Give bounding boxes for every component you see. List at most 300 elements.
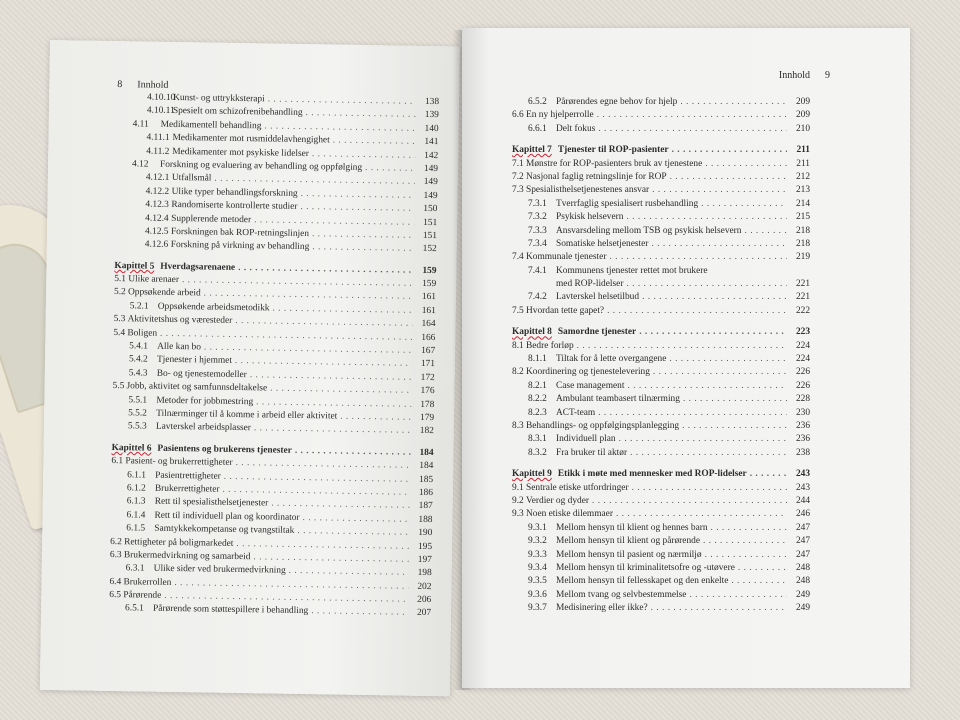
toc-leader-dots — [598, 407, 787, 420]
toc-entry-number: 8.3.1 — [528, 434, 547, 445]
toc-entry-number: 8.2.2 — [528, 394, 547, 405]
toc-entry-page: 152 — [422, 244, 437, 255]
toc-entry-page: 151 — [423, 217, 438, 228]
toc-entry-number: 4.11 — [132, 119, 149, 130]
toc-entry-title: Spesielt om schizofrenibehandling — [172, 106, 303, 119]
toc-entry-page: 182 — [419, 426, 434, 437]
toc-entry-number: 9.2 — [512, 495, 524, 506]
toc-entry-row — [512, 123, 810, 136]
toc-leader-dots — [630, 447, 787, 460]
toc-entry-page: 142 — [424, 150, 439, 161]
toc-entry-row — [512, 251, 810, 264]
toc-entry-title: Tiltak for å lette overgangene — [556, 354, 667, 365]
toc-entry-title: ACT-team — [556, 407, 596, 418]
toc-entry-page: 141 — [424, 137, 439, 148]
toc-entry-number: 7.2 — [512, 171, 524, 182]
toc-entry-number: 5.4.1 — [129, 341, 149, 352]
toc-entry-number: 4.12.5 — [144, 226, 169, 237]
toc-leader-dots — [705, 549, 787, 562]
toc-leader-dots — [619, 433, 787, 446]
toc-leader-dots — [731, 575, 787, 588]
toc-entry-number: 4.12.2 — [145, 186, 170, 197]
toc-entry-number: 5.5.3 — [127, 421, 147, 432]
toc-entry-number: 9.3.7 — [528, 603, 547, 614]
toc-leader-dots — [683, 393, 787, 406]
right-page-header — [779, 70, 830, 81]
toc-entry-title: Lavterskel helsetilbud — [556, 292, 640, 303]
toc-entry-title: Randomiserte kontrollerte studier — [171, 200, 298, 213]
toc-entry-title: Pårørende som støttespillere i behandling — [152, 604, 309, 617]
toc-entry-page: 247 — [795, 522, 810, 533]
toc-entry-page: 150 — [423, 204, 438, 215]
toc-entry-page: 218 — [795, 225, 810, 236]
toc-entry-title: Rettigheter på boligmarkedet — [124, 536, 234, 549]
toc-entry-number: 6.4 — [109, 576, 122, 587]
toc-entry-title: Case management — [556, 380, 625, 391]
toc-entry-page: 213 — [795, 185, 810, 196]
toc-entry-page: 198 — [417, 568, 432, 579]
toc-entry-title: Rett til spesialisthelsetjenester — [154, 497, 269, 509]
toc-entry-page: 184 — [419, 461, 434, 472]
toc-leader-dots — [616, 508, 787, 521]
toc-chapter-row — [512, 468, 810, 481]
toc-entry-title: Medisinering eller ikke? — [556, 603, 648, 614]
toc-entry-number: 8.3.2 — [528, 447, 547, 458]
toc-entry-page: 179 — [419, 412, 435, 424]
toc-entry-title: Pårørende — [123, 590, 162, 601]
toc-entry-title: Bo- og tjenestemodeller — [156, 368, 247, 380]
right-header-section: Innhold — [778, 70, 810, 81]
toc-entry-page: 212 — [795, 171, 810, 182]
toc-entry-page: 186 — [418, 487, 434, 499]
toc-entry-number: 4.10.11 — [146, 105, 175, 117]
toc-entry-title: Brukermedvirkning og samarbeid — [123, 550, 251, 563]
toc-entry-page: 244 — [795, 495, 810, 506]
toc-leader-dots — [653, 366, 787, 379]
toc-entry-page: 226 — [795, 380, 810, 391]
toc-entry-number: 5.2.1 — [129, 301, 149, 312]
toc-leader-dots — [738, 562, 787, 575]
toc-entry-page: 215 — [795, 212, 810, 223]
toc-entry-title: Ansvarsdeling mellom TSB og psykisk helsevern — [556, 225, 742, 236]
toc-entry-row — [512, 109, 810, 122]
toc-entry-number: 7.3.1 — [528, 198, 547, 209]
toc-chapter-row — [512, 144, 810, 157]
toc-entry-row — [512, 535, 810, 548]
toc-entry-title: Aktivitetshus og væresteder — [127, 314, 233, 327]
toc-entry-title: Mønstre for ROP-pasienters bruk av tjenestene — [526, 158, 703, 169]
toc-leader-dots — [632, 482, 787, 495]
toc-entry-page: 246 — [795, 509, 810, 520]
toc-entry-number: 9.3.5 — [528, 576, 547, 587]
toc-entry-row — [512, 482, 810, 495]
toc-entry-title: Metoder for jobbmestring — [156, 395, 254, 407]
toc-entry-number: 4.12.1 — [145, 172, 170, 184]
toc-entry-row — [512, 184, 810, 197]
toc-leader-dots — [340, 411, 411, 426]
toc-entry-number: 6.5.1 — [124, 603, 144, 614]
toc-entry-title: Ambulant teambasert tilnærming — [556, 394, 680, 405]
toc-entry-title: Rett til individuell plan og koordinator — [154, 510, 300, 523]
toc-entry-row — [512, 562, 810, 575]
toc-entry-number: 9.3.1 — [528, 522, 547, 533]
toc-entry-number: 9.3.3 — [528, 549, 547, 560]
toc-entry-number: 7.5 — [512, 305, 524, 316]
toc-leader-dots — [672, 144, 787, 157]
toc-entry-number: 6.1.5 — [126, 523, 146, 534]
toc-entry-page: 149 — [423, 190, 438, 201]
toc-entry-title: Jobb, aktivitet og samfunnsdeltakelse — [126, 381, 268, 394]
toc-entry-page: 140 — [424, 123, 439, 134]
toc-entry-page: 243 — [795, 469, 810, 480]
toc-entry-number: 6.1.2 — [126, 483, 146, 494]
toc-entry-number: 7.3.2 — [528, 212, 547, 223]
left-page — [40, 40, 460, 696]
toc-leader-dots — [642, 291, 787, 304]
toc-leader-dots — [689, 589, 787, 602]
left-page-header — [117, 79, 168, 91]
toc-entry-page: 149 — [423, 163, 439, 175]
toc-entry-title: Etikk i møte med mennesker med ROP-lidelser — [557, 469, 747, 480]
toc-entry-row — [512, 340, 810, 353]
toc-entry-row — [512, 433, 810, 446]
toc-entry-number: 9.1 — [512, 482, 524, 493]
toc-entry-page: 248 — [795, 562, 810, 573]
toc-entry-page: 190 — [418, 527, 433, 539]
toc-entry-row — [512, 198, 810, 211]
toc-entry-row — [512, 171, 810, 184]
toc-entry-number: 9.3.4 — [528, 562, 547, 573]
toc-entry-page: 221 — [795, 292, 810, 303]
toc-entry-title: Hvordan tette gapet? — [526, 305, 605, 316]
toc-entry-number: 7.4.2 — [528, 292, 547, 303]
toc-entry-row — [512, 225, 810, 238]
toc-entry-page: 249 — [795, 589, 810, 600]
toc-entry-row — [512, 447, 810, 460]
toc-entry-title: Alle kan bo — [157, 341, 202, 353]
toc-leader-dots — [701, 198, 787, 211]
toc-entry-row — [512, 291, 810, 304]
toc-entry-number: 4.12.3 — [145, 199, 169, 211]
toc-entry-title: Fra bruker til aktør — [556, 447, 628, 458]
toc-entry-page: 184 — [419, 447, 434, 458]
toc-entry-page: 172 — [420, 372, 435, 383]
toc-entry-row — [512, 602, 810, 615]
toc-entry-title: Tilnærminger til å komme i arbeid eller aktivitet — [156, 408, 338, 422]
toc-entry-page: 236 — [795, 434, 810, 445]
toc-entry-title: Oppsøkende arbeidsmetodikk — [157, 301, 270, 314]
toc-leader-dots — [626, 278, 787, 291]
toc-entry-title: Ulike sider ved brukermedvirkning — [153, 563, 286, 577]
toc-entry-number: 7.3.4 — [528, 238, 547, 249]
toc-entry-row — [512, 495, 810, 508]
toc-entry-number: 7.3 — [512, 185, 524, 196]
toc-entry-title: Kommunale tjenester — [526, 252, 607, 263]
toc-entry-title: Kunst- og uttrykksterapi — [173, 92, 265, 105]
toc-entry-page: 224 — [795, 354, 810, 365]
toc-leader-dots — [652, 184, 787, 197]
toc-entry-title: Ulike typer behandlingsforskning — [171, 186, 298, 199]
toc-entry-title: Ulike arenaer — [128, 274, 180, 286]
toc-entry-page: 224 — [795, 340, 810, 351]
toc-entry-page: 248 — [795, 576, 810, 587]
toc-leader-dots — [577, 340, 787, 353]
toc-entry-title: med ROP-lidelser — [556, 279, 624, 290]
toc-entry-number: Kapittel 8 — [512, 327, 552, 338]
toc-leader-dots — [670, 171, 787, 184]
toc-entry-title: Behandlings- og oppfølgingsplanlegging — [526, 420, 680, 431]
toc-entry-number: 4.11.2 — [146, 146, 170, 157]
toc-entry-number: 8.1 — [512, 340, 524, 351]
toc-entry-number: 6.5.2 — [528, 97, 547, 107]
toc-entry-title: Samordne tjenester — [557, 327, 637, 338]
toc-entry-title: Mellom hensyn til klient og pårørende — [556, 536, 700, 547]
toc-entry-number: 6.1 — [111, 456, 124, 467]
toc-entry-title: Verdier og dyder — [526, 495, 589, 506]
toc-entry-page: 139 — [424, 110, 439, 121]
toc-entry-row — [512, 305, 810, 318]
toc-entry-row — [512, 522, 810, 535]
toc-entry-page: 161 — [421, 292, 437, 303]
toc-entry-row — [512, 96, 810, 109]
toc-entry-number: 9.3.2 — [528, 536, 547, 547]
toc-entry-number: 4.12 — [131, 159, 149, 170]
toc-entry-number: 8.2.3 — [528, 407, 547, 418]
toc-entry-number: 4.11.1 — [146, 132, 170, 144]
toc-entry-number: 9.3 — [512, 509, 524, 520]
toc-entry-page: 159 — [422, 265, 437, 276]
toc-entry-page: 161 — [421, 305, 436, 316]
toc-leader-dots — [639, 326, 787, 339]
toc-entry-number: Kapittel 5 — [114, 260, 155, 272]
toc-leader-dots — [607, 305, 787, 318]
toc-leader-dots — [750, 468, 787, 481]
toc-entry-page: 211 — [796, 145, 810, 156]
toc-entry-number: 5.3 — [113, 314, 126, 325]
toc-entry-title: Pasient- og brukerrettigheter — [125, 456, 233, 469]
toc-chapter-row — [512, 326, 810, 339]
toc-entry-row — [512, 238, 810, 251]
toc-entry-number: 7.1 — [512, 158, 524, 169]
toc-entry-row — [512, 589, 810, 602]
toc-leader-dots — [680, 96, 787, 109]
toc-leader-dots — [597, 109, 787, 122]
toc-entry-row — [512, 508, 810, 521]
toc-leader-dots — [311, 606, 408, 621]
toc-entry-page: 207 — [416, 608, 432, 619]
toc-entry-page: 178 — [420, 399, 435, 410]
toc-leader-dots — [705, 158, 787, 171]
left-header-section: Innhold — [137, 79, 169, 91]
toc-entry-page: 247 — [795, 549, 810, 560]
toc-entry-number: 6.3 — [109, 549, 122, 561]
toc-entry-title: Forskning og evaluering av behandling og oppfølging — [159, 159, 363, 173]
toc-entry-title: En ny hjelperrolle — [526, 110, 594, 121]
toc-entry-page: 218 — [795, 238, 810, 249]
toc-entry-title: Samtykkekompetanse og tvangstiltak — [154, 523, 295, 537]
toc-entry-title: Pasientens og brukerens tjenester — [157, 443, 292, 456]
toc-entry-title: Mellom hensyn til klient og hennes barn — [556, 522, 708, 533]
toc-entry-number: 6.3.1 — [125, 563, 145, 574]
toc-entry-row — [512, 380, 810, 393]
toc-entry-page: 164 — [421, 319, 436, 330]
toc-entry-page: 166 — [421, 332, 436, 343]
toc-entry-page: 219 — [795, 252, 810, 263]
toc-entry-number: Kapittel 9 — [512, 469, 552, 480]
toc-entry-title: Hverdagsarenaene — [160, 261, 236, 273]
toc-entry-title: Spesialisthelsetjenestenes ansvar — [526, 185, 650, 196]
toc-entry-number: 5.5.2 — [128, 408, 147, 419]
toc-entry-title: Pårørendes egne behov for hjelp — [556, 97, 678, 107]
toc-entry-title: Mellom hensyn til kriminalitetsofre og -utøvere — [556, 562, 735, 573]
toc-entry-number: 4.12.4 — [145, 213, 169, 224]
toc-entry-page: 236 — [795, 420, 810, 431]
toc-leader-dots — [651, 602, 787, 615]
toc-leader-dots — [254, 423, 411, 439]
right-page-number: 9 — [825, 70, 830, 81]
toc-entry-page: 149 — [423, 177, 438, 188]
toc-entry-title: Medikamentell behandling — [160, 119, 262, 132]
toc-entry-number: 4.10.10 — [147, 92, 176, 103]
toc-entry-number: 6.6.1 — [528, 123, 547, 134]
toc-entry-page: 171 — [420, 359, 436, 370]
toc-entry-number: 6.1.4 — [126, 509, 146, 521]
toc-entry-number: 7.3.3 — [528, 225, 547, 236]
toc-entry-title: Supplerende metoder — [171, 213, 252, 225]
toc-entry-title: Utfallsmål — [171, 173, 212, 184]
toc-entry-page: 238 — [795, 447, 810, 458]
toc-entry-page: 167 — [421, 345, 436, 357]
toc-entry-number: 5.4 — [113, 327, 126, 338]
toc-entry-row — [512, 211, 810, 224]
toc-leader-dots — [651, 238, 787, 251]
toc-leader-dots — [598, 123, 787, 136]
toc-leader-dots — [669, 353, 787, 366]
toc-entry-page: 230 — [795, 407, 810, 418]
toc-entry-row — [512, 393, 810, 406]
toc-entry-page: 247 — [795, 536, 810, 547]
toc-entry-number: 5.5 — [112, 381, 125, 392]
toc-entry-page: 210 — [795, 123, 810, 134]
toc-entry-number: 8.2 — [512, 367, 524, 378]
toc-entry-title: Pasientrettigheter — [155, 470, 221, 482]
toc-entry-row — [512, 158, 810, 171]
toc-leader-dots — [333, 135, 416, 150]
toc-entry-title: Nasjonal faglig retningslinje for ROP — [526, 171, 667, 182]
right-page — [462, 28, 910, 688]
toc-entry-page: 228 — [795, 394, 810, 405]
toc-entry-title: Forskningen bak ROP-retningslinjen — [170, 226, 310, 239]
toc-entry-title: Lavterskel arbeidsplasser — [155, 422, 252, 434]
toc-entry-title: Forskning på virkning av behandling — [170, 240, 310, 253]
toc-entry-title: Oppsøkende arbeid — [127, 287, 201, 299]
toc-entry-page: 185 — [419, 474, 434, 485]
toc-leader-dots — [312, 241, 414, 256]
toc-entry-page: 188 — [418, 514, 433, 525]
toc-entry-page: 209 — [795, 97, 810, 107]
toc-entry-page: 206 — [417, 594, 432, 606]
toc-entry-title: Mellom hensyn til pasient og nærmiljø — [556, 549, 702, 560]
toc-entry-number: 5.4.2 — [128, 354, 148, 365]
toc-entry-number: 5.2 — [113, 287, 126, 298]
toc-entry-title: Delt fokus — [556, 123, 596, 134]
toc-entry-title: Brukerrollen — [123, 576, 172, 588]
toc-entry-page: 197 — [417, 554, 432, 565]
toc-leader-dots — [627, 380, 787, 393]
toc-entry-page: 176 — [420, 386, 435, 397]
toc-entry-page: 249 — [795, 603, 810, 614]
toc-entry-row — [512, 265, 810, 278]
toc-entry-page: 211 — [796, 158, 810, 169]
toc-entry-row — [512, 575, 810, 588]
toc-entry-page: 223 — [795, 327, 810, 338]
toc-leader-dots — [745, 225, 788, 238]
toc-entry-title: Sentrale etiske utfordringer — [526, 482, 629, 493]
toc-entry-number: 5.1 — [114, 274, 127, 285]
toc-entry-page: 151 — [422, 230, 438, 242]
toc-entry-row — [512, 549, 810, 562]
toc-entry-number: 7.4.1 — [528, 265, 547, 276]
toc-entry-page: 243 — [795, 482, 810, 493]
toc-entry-page: 138 — [424, 96, 440, 108]
toc-entry-row — [512, 407, 810, 420]
toc-entry-number: 6.6 — [512, 110, 524, 121]
toc-leader-dots — [682, 420, 787, 433]
toc-entry-number: Kapittel 7 — [512, 145, 552, 156]
toc-entry-number: 7.4 — [512, 252, 524, 263]
toc-entry-row — [512, 353, 810, 366]
toc-entry-title: Bedre forløp — [526, 340, 574, 351]
toc-entry-title: Medikamenter mot psykiske lidelser — [172, 146, 310, 159]
toc-entry-title: Medikamenter mot rusmiddelavhengighet — [172, 133, 330, 146]
toc-entry-number: 6.1.3 — [126, 496, 146, 507]
toc-leader-dots — [365, 162, 415, 176]
toc-entry-page: 202 — [417, 581, 432, 592]
toc-entry-title: Tjenester til ROP-pasienter — [557, 145, 669, 156]
toc-entry-number: 9.3.6 — [528, 589, 547, 600]
toc-entry-page: 226 — [795, 367, 810, 378]
toc-entry-page: 187 — [418, 501, 433, 512]
toc-entry-row — [512, 278, 810, 291]
toc-entry-page: 222 — [795, 305, 810, 316]
toc-entry-title: Individuell plan — [556, 434, 616, 445]
toc-entry-number: Kapittel 6 — [111, 442, 152, 454]
toc-entry-row — [512, 420, 810, 433]
toc-entry-page: 221 — [795, 279, 810, 290]
toc-entry-title: Tjenester i hjemmet — [156, 355, 233, 367]
toc-entry-title: Mellom hensyn til fellesskapet og den enkelte — [556, 576, 729, 587]
toc-entry-number: 4.12.6 — [144, 239, 169, 251]
left-page-number: 8 — [117, 79, 123, 91]
toc-entry-number: 5.5.1 — [128, 394, 148, 406]
toc-entry-row — [512, 366, 810, 379]
toc-entry-title: Boligen — [127, 327, 158, 339]
toc-leader-dots — [592, 495, 787, 508]
left-toc — [109, 91, 439, 621]
right-toc — [512, 96, 810, 615]
toc-entry-number: 8.1.1 — [528, 354, 547, 365]
toc-entry-title: Tverrfaglig spesialisert rusbehandling — [556, 198, 699, 209]
toc-entry-title: Kommunens tjenester rettet mot brukere — [556, 265, 708, 276]
toc-entry-number: 6.5 — [109, 590, 122, 601]
toc-entry-number: 6.2 — [110, 536, 122, 547]
toc-leader-dots — [703, 535, 787, 548]
toc-entry-title: Brukerrettigheter — [154, 483, 220, 495]
toc-leader-dots — [609, 251, 787, 264]
toc-leader-dots — [626, 211, 787, 224]
toc-entry-title: Psykisk helsevern — [556, 212, 624, 223]
toc-entry-page: 214 — [795, 198, 810, 209]
